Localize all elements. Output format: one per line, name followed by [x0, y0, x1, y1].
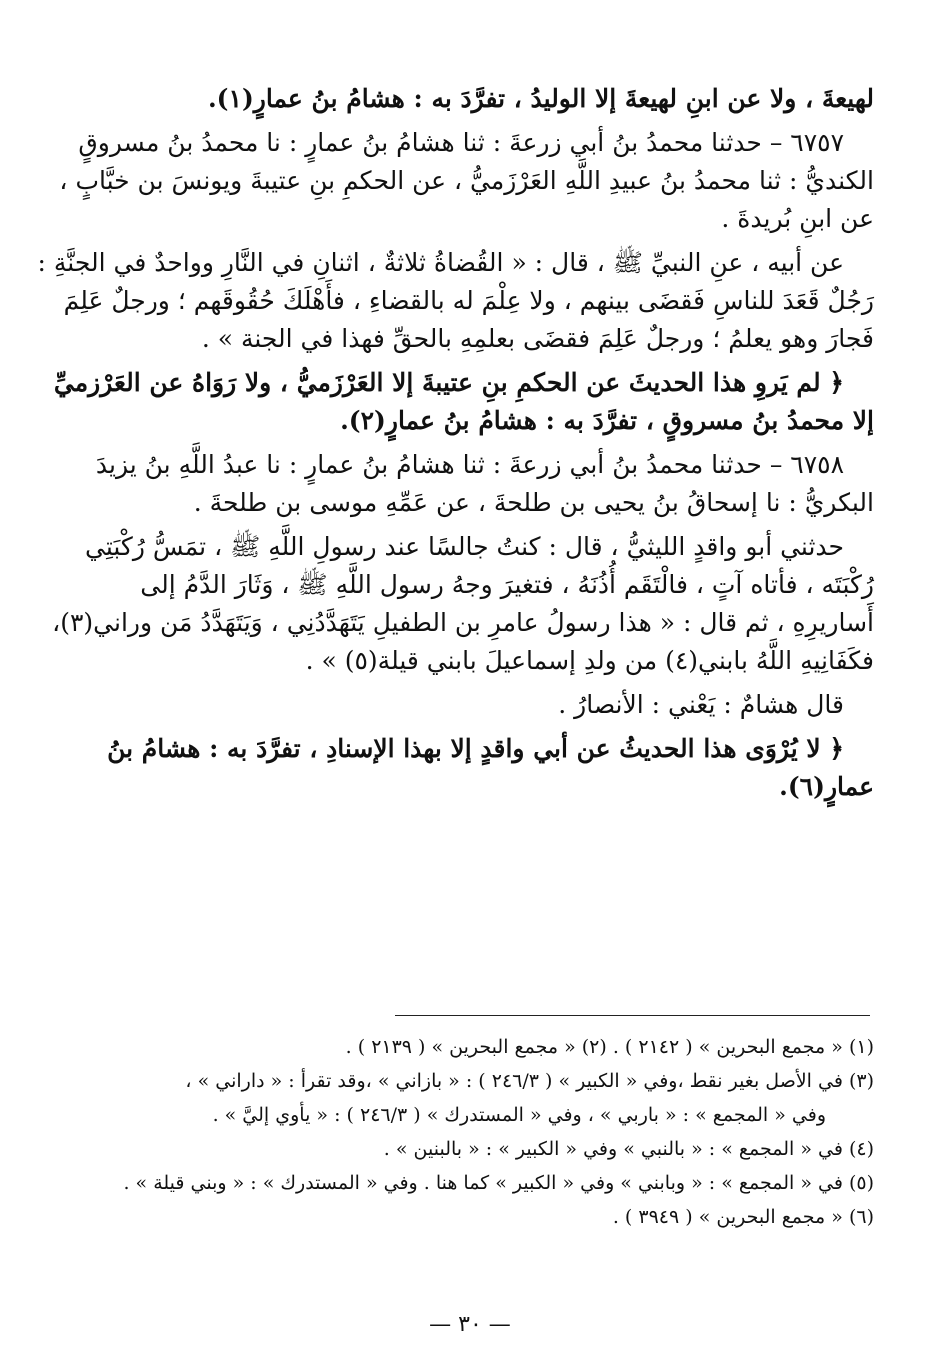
text-line: فكَفَانِيهِ اللَّهُ بابني(٤) من ولدِ إسماعيلَ بابني قيلة(٥) » . — [305, 646, 874, 675]
page-number: — ٣٠ — — [429, 1312, 511, 1337]
hadith-6757-isnad — [59, 124, 874, 238]
text-line: قال هشامٌ : يَعْني : الأنصارُ . — [558, 690, 844, 719]
text-line: ﴿ لا يُرْوَى هذا الحديثُ عن أبي واقدٍ إلا بهذا الإسنادِ ، تفرَّدَ به : هشامُ بنُ — [107, 734, 844, 763]
hadith-6758-isnad — [62, 446, 874, 522]
text-line: فَجارَ وهو يعلمُ ؛ ورجلٌ عَلِمَ فقضَى بعلمِهِ بالحقِّ فهذا في الجنة » . — [201, 324, 874, 353]
page-body — [37, 80, 874, 812]
text-line: أَساريرِهِ ، ثم قال : « هذا رسولُ عامرِ بن الطفيلِ يَتَهَدَّدُنِي ، وَيَتَهَدَّدُ مَن وراني(٣)، — [52, 608, 874, 637]
hadith-6758-note — [62, 686, 874, 724]
text-line: لهيعةَ ، ولا عن ابنِ لهيعةَ إلا الوليدُ ، تفرَّدَ به : هشامُ بنُ عمارٍ(١). — [207, 84, 874, 113]
hadith-6757-comment — [53, 364, 874, 440]
text-line: الكنديُّ : ثنا محمدُ بنُ عبيدِ اللَّهِ العَرْزَميُّ ، عن الحكمِ بنِ عتيبةَ ويونسَ بن خبَّابٍ ، — [59, 166, 874, 195]
footnote-6: (٦) « مجمع البحرين » ( ٣٩٤٩ ) . — [612, 1206, 874, 1228]
text-line: عن ابنِ بُريدةَ . — [721, 204, 874, 233]
text-line: البكريُّ : نا إسحاقُ بنُ يحيى بن طلحةَ ، عن عَمِّهِ موسى بن طلحةَ . — [193, 488, 874, 517]
text-line: رَجُلٌ قَعَدَ للناسِ فَقضَى بينهم ، ولا عِلْمَ له بالقضاءِ ، فأَهْلَكَ حُقُوقَهم ؛ ورجلٌ عَلِمَ — [63, 286, 874, 315]
footnote-3-continued: وفي « المجمع » : « باربي » ، وفي « المستدرك » ( ٢٤٦/٣ ) : « يأوي إليَّ » . — [212, 1104, 826, 1126]
footnote-4: (٤) في « المجمع » : « بالنبي » وفي « الكبير » : « بالبنين » . — [383, 1138, 874, 1160]
text-line: عن أبيه ، عنِ النبيِّ ﷺ ، قال : « القُضاةُ ثلاثةٌ ، اثنانِ في النَّارِ وواحدٌ في الجنَّةِ : — [37, 248, 844, 277]
text-line: ٦٧٥٧ – حدثنا محمدُ بنُ أبي زرعةَ : ثنا هشامُ بنُ عمارٍ : نا محمدُ بنُ مسروقٍ — [78, 128, 844, 157]
hadith-6758-matn — [52, 528, 874, 680]
text-line: عمارٍ(٦). — [779, 772, 874, 801]
text-line: ﴿ لم يَروِ هذا الحديثَ عن الحكمِ بنِ عتيبةَ إلا العَرْزَميُّ ، ولا رَوَاهُ عن العَرْزميِّ — [53, 368, 844, 397]
text-line: رُكْبَتَه ، فأتاه آتٍ ، فالْتَقَم أُذُنَهُ ، فتغيرَ وجهُ رسول اللَّهِ ﷺ ، وَثَارَ الدَّمُ إلى — [140, 570, 874, 599]
hadith-6757-matn — [37, 244, 874, 358]
text-line: ٦٧٥٨ – حدثنا محمدُ بنُ أبي زرعةَ : ثنا هشامُ بنُ عمارٍ : نا عبدُ اللَّهِ بنُ يزيدَ — [95, 450, 844, 479]
footnotes — [62, 1030, 874, 1234]
footnote-3: (٣) في الأصل بغير نقط ،وفي « الكبير » ( ٢٤٦/٣ ) : « بازاني » ،وقد تقرأ : « داراني » ، — [185, 1070, 874, 1092]
footnote-1-2: (١) « مجمع البحرين » ( ٢١٤٢ ) . (٢) « مجمع البحرين » ( ٢١٣٩ ) . — [345, 1036, 874, 1058]
text-line: حدثني أبو واقدٍ الليثيُّ ، قال : كنتُ جالسًا عند رسولِ اللَّهِ ﷺ ، تمَسُّ رُكْبَتِي — [85, 532, 844, 561]
footnote-separator — [395, 1015, 870, 1016]
footnote-5: (٥) في « المجمع » : « وبابني » وفي « الكبير » كما هنا . وفي « المستدرك » : « وبني قيلة » . — [123, 1172, 874, 1194]
hadith-6758-comment — [62, 730, 874, 806]
para-continuation — [62, 80, 874, 118]
text-line: إلا محمدُ بنُ مسروقٍ ، تفرَّدَ به : هشامُ بنُ عمارٍ(٢). — [340, 406, 874, 435]
